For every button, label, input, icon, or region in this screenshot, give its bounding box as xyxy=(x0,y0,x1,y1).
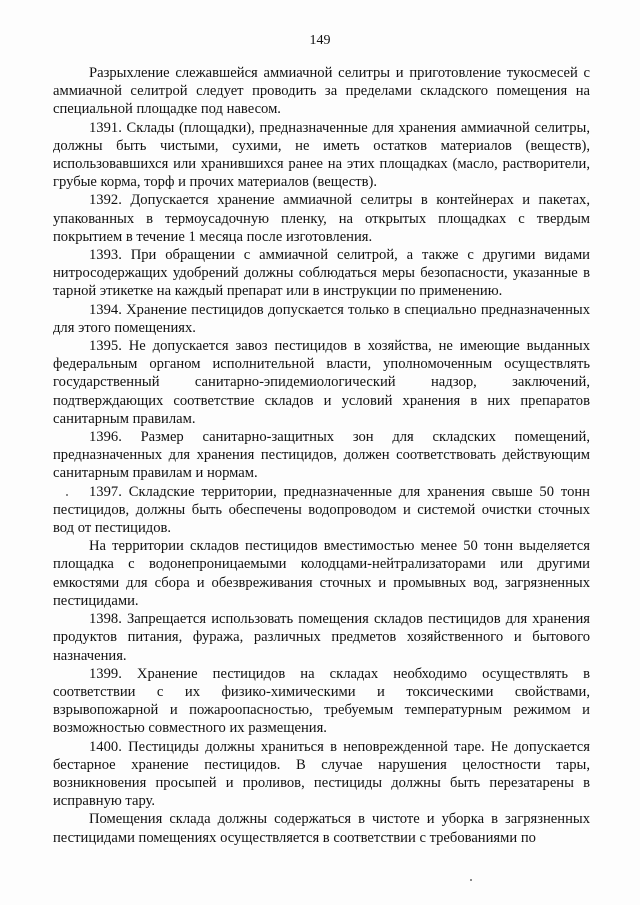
paragraph: На территории складов пестицидов вместимостью менее 50 тонн выделяется площадка с водонепроницаемыми колодцами-нейтрализаторами или другими емкостями для сбора и обезвреживания сточных и промывных вод, загрязненных пестицидами. xyxy=(53,538,590,609)
paragraph: 1393. При обращении с аммиачной селитрой, а также с другими видами нитросодержащих удобрений должны соблюдаться меры безопасности, указанные в тарной этикетке на каждый препарат или в инструкции по применению. xyxy=(53,247,590,300)
scan-speck xyxy=(66,494,68,496)
paragraph: 1399. Хранение пестицидов на складах необходимо осуществлять в соответствии с их физико-химическими и токсическими свойствами, взрывопожарной и пожароопасностью, требуемым температурным режимом и возможностью совместного их размещения. xyxy=(53,665,590,737)
document-body xyxy=(53,64,590,847)
paragraph: 1398. Запрещается использовать помещения складов пестицидов для хранения продуктов питания, фуража, различных предметов хозяйственного и бытового назначения. xyxy=(53,611,590,664)
paragraph: 1396. Размер санитарно-защитных зон для складских помещений, предназначенных для хранения пестицидов, должен соответствовать действующим санитарным правилам и нормам. xyxy=(53,429,590,482)
paragraph: 1392. Допускается хранение аммиачной селитры в контейнерах и пакетах, упакованных в термоусадочную пленку, на открытых площадках с твердым покрытием в течение 1 месяца после изготовления. xyxy=(53,192,590,245)
page-number: 149 xyxy=(309,33,331,48)
paragraph: Разрыхление слежавшейся аммиачной селитры и приготовление тукосмесей с аммиачной селитрой следует проводить за пределами складского помещения на специальной площадке под навесом. xyxy=(53,65,590,118)
paragraph: 1394. Хранение пестицидов допускается только в специально предназначенных для этого помещениях. xyxy=(53,301,590,336)
paragraph: 1397. Складские территории, предназначенные для хранения свыше 50 тонн пестицидов, должны быть обеспечены водопроводом и системой очистки сточных вод от пестицидов. xyxy=(53,483,590,537)
scan-speck xyxy=(470,879,472,881)
paragraph: 1400. Пестициды должны храниться в неповрежденной таре. Не допускается бестарное хранение пестицидов. В случае нарушения целостности тары, возникновения просыпей и проливов, пестициды должны быть перезатарены в исправную тару. xyxy=(53,738,590,810)
paragraph: Помещения склада должны содержаться в чистоте и уборка в загрязненных пестицидами помещениях осуществляется в соответствии с требованиями по xyxy=(53,811,590,846)
paragraph: 1391. Склады (площадки), предназначенные для хранения аммиачной селитры, должны быть чистыми, сухими, не иметь остатков материалов (веществ), использовавшихся или хранившихся ранее на этих площадках (масло, растворители, грубые корма, торф и прочих материалов (веществ). xyxy=(53,119,590,191)
paragraph: 1395. Не допускается завоз пестицидов в хозяйства, не имеющие выданных федеральным органом исполнительной власти, уполномоченным осуществлять государственный санитарно-эпидемиологический надзор, заключений, подтверждающих соответствие складов и условий хранения в них препаратов санитарным правилам. xyxy=(53,338,590,427)
